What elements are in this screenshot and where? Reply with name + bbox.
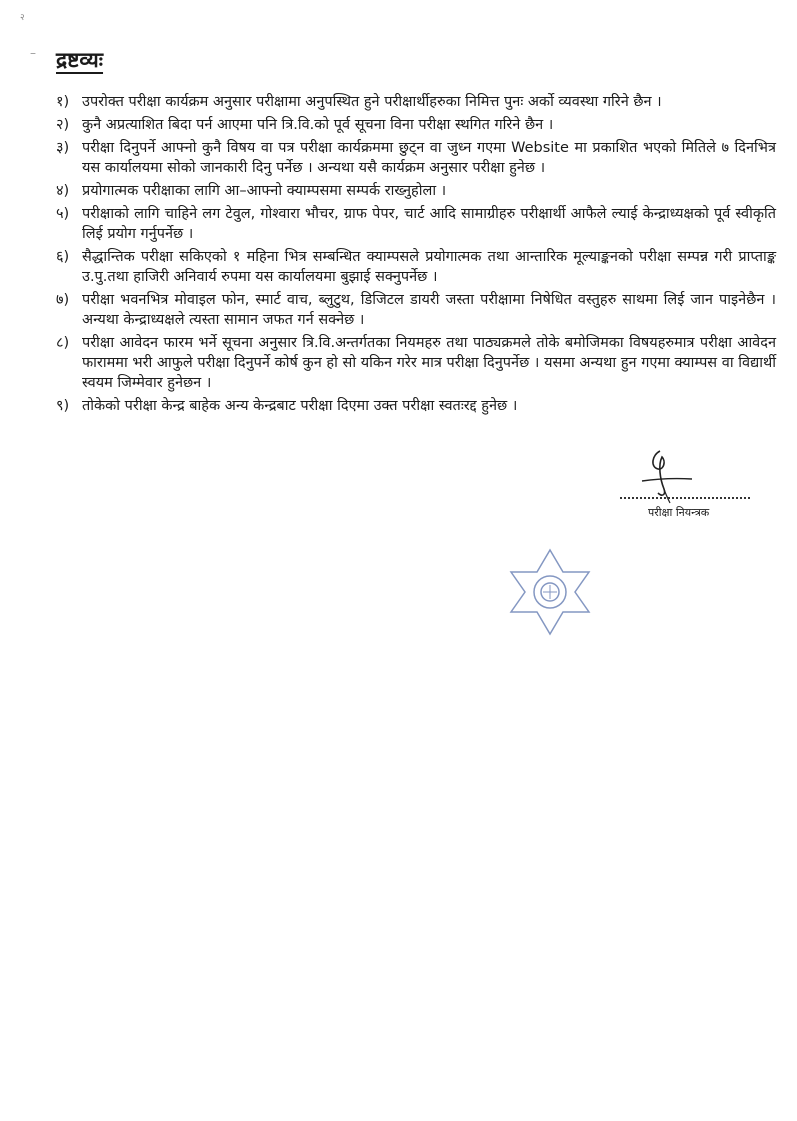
note-number: ७) bbox=[56, 292, 70, 308]
signature-title: परीक्षा नियन्त्रक bbox=[648, 506, 710, 519]
note-number: ४) bbox=[56, 183, 70, 199]
note-item bbox=[56, 138, 776, 178]
note-text: परीक्षा दिनुपर्ने आफ्नो कुनै विषय वा पत्र परीक्षा कार्यक्रममा छुट्न वा जुध्न गएमा Website मा प्रकाशित भएको मितिले ७ दिनभित्र यस कार्यालयमा सोको जानकारी दिनु पर्नेछ । अन्यथा यसै कार्यक्रम अनुसार परीक्षा हुनेछ । bbox=[82, 140, 776, 176]
note-text: प्रयोगात्मक परीक्षाका लागि आ–आफ्नो क्याम्पसमा सम्पर्क राख्नुहोला । bbox=[82, 183, 447, 199]
note-number: ८) bbox=[56, 335, 70, 351]
note-text: परीक्षाको लागि चाहिने लग टेवुल, गोश्वारा भौचर, ग्राफ पेपर, चार्ट आदि सामाग्रीहरु परीक्षार्थी आफैले ल्याई केन्द्राध्यक्षको पूर्व स्वीकृति लिई प्रयोग गर्नुपर्नेछ । bbox=[82, 206, 776, 242]
signature-block bbox=[612, 445, 762, 525]
note-item bbox=[56, 333, 776, 393]
note-item bbox=[56, 181, 776, 201]
margin-mark-side: – bbox=[30, 46, 36, 60]
note-item bbox=[56, 92, 776, 112]
note-item bbox=[56, 247, 776, 287]
note-number: ३) bbox=[56, 140, 70, 156]
note-item bbox=[56, 396, 776, 416]
note-text: परीक्षा भवनभित्र मोवाइल फोन, स्मार्ट वाच, ब्लुटुथ, डिजिटल डायरी जस्ता परीक्षामा निषेधित वस्तुहरु साथमा लिई जान पाइनेछैन । अन्यथा केन्द्राध्यक्षले त्यस्ता सामान जफत गर्न सक्नेछ । bbox=[82, 292, 776, 328]
tu-star-seal bbox=[505, 540, 675, 680]
note-text: उपरोक्त परीक्षा कार्यक्रम अनुसार परीक्षामा अनुपस्थित हुने परीक्षार्थीहरुका निमित्त पुनः अर्को व्यवस्था गरिने छैन । bbox=[82, 94, 662, 110]
note-item bbox=[56, 204, 776, 244]
note-item bbox=[56, 290, 776, 330]
note-item bbox=[56, 115, 776, 135]
note-number: ९) bbox=[56, 398, 70, 414]
note-number: ५) bbox=[56, 206, 70, 222]
note-text: तोकेको परीक्षा केन्द्र बाहेक अन्य केन्द्रबाट परीक्षा दिएमा उक्त परीक्षा स्वतःरद्द हुनेछ । bbox=[82, 398, 518, 414]
notes-heading: द्रष्टव्यः bbox=[56, 48, 104, 72]
note-text: परीक्षा आवेदन फारम भर्ने सूचना अनुसार त्रि.वि.अन्तर्गतका नियमहरु तथा पाठ्यक्रमले तोके बमोजिमका विषयहरुमात्र परीक्षा आवेदन फाराममा भरी आफुले परीक्षा दिनुपर्ने कोर्ष कुन हो सो यकिन गरेर मात्र परीक्षा दिनुपर्नेछ । यसमा अन्यथा हुन गएमा क्याम्पस वा विद्यार्थी स्वयम जिम्मेवार हुनेछन । bbox=[82, 335, 776, 391]
margin-mark-top: २ bbox=[20, 13, 25, 23]
handwritten-signature bbox=[612, 445, 762, 505]
signature-line bbox=[620, 497, 750, 499]
note-text: सैद्धान्तिक परीक्षा सकिएको १ महिना भित्र सम्बन्धित क्याम्पसले प्रयोगात्मक तथा आन्तारिक मूल्याङ्कनको परीक्षा सम्पन्न गरी प्राप्ताङ्क उ.पु.तथा हाजिरी अनिवार्य रुपमा यस कार्यालयमा बुझाई सक्नुपर्नेछ । bbox=[82, 249, 776, 285]
notes-list bbox=[56, 92, 776, 419]
official-seal bbox=[505, 540, 675, 680]
note-number: २) bbox=[56, 117, 70, 133]
note-text: कुनै अप्रत्याशित बिदा पर्न आएमा पनि त्रि.वि.को पूर्व सूचना विना परीक्षा स्थगित गरिने छैन । bbox=[82, 117, 554, 133]
note-number: १) bbox=[56, 94, 70, 110]
note-number: ६) bbox=[56, 249, 70, 265]
